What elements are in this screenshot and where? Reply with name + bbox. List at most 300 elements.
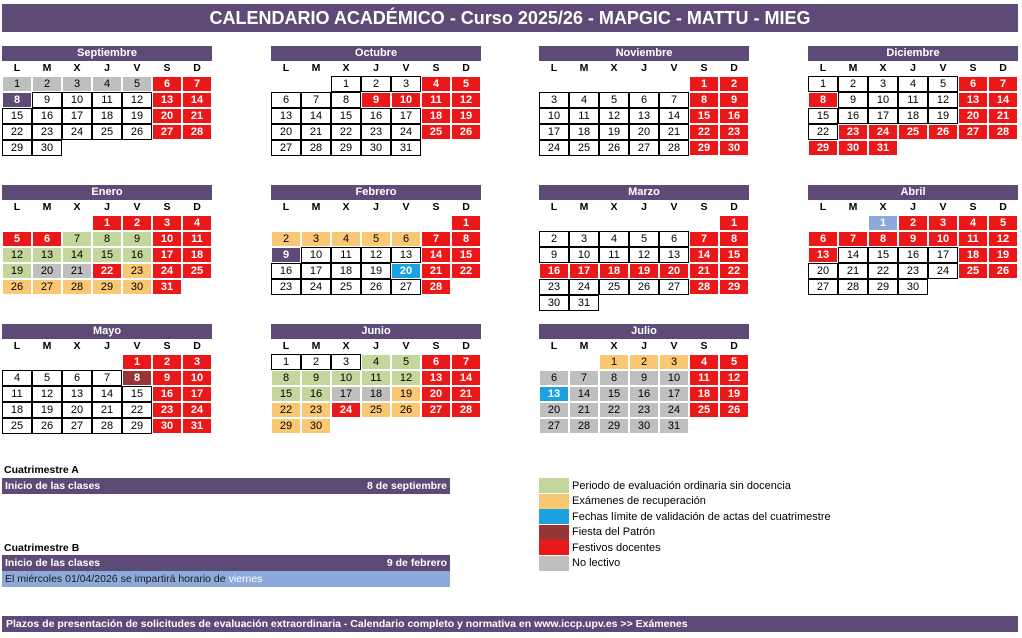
day-cell: 17 [928,247,958,263]
month-abril [808,185,1018,295]
day-cell: 1 [689,76,719,92]
week-row [271,386,481,402]
day-cell: 15 [2,108,32,124]
day-cell: 22 [599,402,629,418]
day-cell: 4 [361,354,391,370]
day-cell: 18 [569,124,599,140]
day-cell: 22 [451,263,481,279]
footer-bar: Plazos de presentación de solicitudes de evaluación extraordinaria - Calendario completo y normativa en www.iccp.upv.es >> Exámenes [2,616,1018,632]
day-cell: 18 [331,263,361,279]
empty-cell [92,140,122,156]
day-cell: 11 [958,231,988,247]
day-cell: 10 [868,92,898,108]
day-cell: 19 [32,402,62,418]
day-cell: 28 [62,279,92,295]
weekday-label: M [42,201,52,213]
day-cell: 22 [331,124,361,140]
day-cell: 23 [838,124,868,140]
week-row [271,247,481,263]
day-cell: 18 [361,386,391,402]
weekday-label: X [610,201,618,213]
day-cell: 1 [868,215,898,231]
day-cell: 24 [182,402,212,418]
legend-item [539,478,831,494]
day-cell: 18 [689,386,719,402]
day-cell: 13 [32,247,62,263]
weekday-label: L [13,62,21,74]
day-cell: 14 [689,247,719,263]
day-cell: 18 [421,108,451,124]
weekday-label: J [641,340,647,352]
week-row [808,124,1018,140]
day-cell: 12 [629,247,659,263]
empty-cell [838,215,868,231]
empty-cell [331,215,361,231]
week-row [2,92,212,108]
weekday-label: M [42,62,52,74]
weekday-label: X [879,201,887,213]
day-cell: 17 [868,108,898,124]
legend-item [539,540,831,556]
day-cell: 28 [92,418,122,434]
month-title: Julio [539,324,749,339]
day-cell: 25 [689,402,719,418]
day-cell: 6 [32,231,62,247]
day-cell: 1 [599,354,629,370]
day-cell: 11 [182,231,212,247]
day-cell: 31 [659,418,689,434]
weekday-label: M [311,201,321,213]
day-cell: 11 [361,370,391,386]
day-cell: 15 [271,386,301,402]
day-cell: 2 [271,231,301,247]
week-row [808,92,1018,108]
week-row [539,295,749,311]
day-cell: 4 [898,76,928,92]
day-cell: 17 [391,108,421,124]
weekday-label: S [432,340,440,352]
day-cell: 11 [898,92,928,108]
day-cell: 20 [421,386,451,402]
day-cell: 7 [689,231,719,247]
day-cell: 10 [331,370,361,386]
day-cell: 15 [92,247,122,263]
legend-item [539,494,831,510]
day-cell: 2 [629,354,659,370]
weekday-label: L [819,201,827,213]
empty-cell [988,279,1018,295]
day-cell: 12 [2,247,32,263]
day-cell: 18 [182,247,212,263]
day-cell: 16 [271,263,301,279]
week-row [808,279,1018,295]
day-cell: 15 [451,247,481,263]
legend-swatch [539,494,569,509]
legend-text: Fechas límite de validación de actas del cuatrimestre [572,510,831,523]
day-cell: 4 [689,354,719,370]
day-cell: 17 [569,263,599,279]
week-row [271,402,481,418]
week-row [2,108,212,124]
legend-text: Festivos docentes [572,541,661,554]
day-cell: 30 [838,140,868,156]
empty-cell [659,295,689,311]
day-cell: 14 [182,92,212,108]
empty-cell [569,215,599,231]
weekday-label: M [579,201,589,213]
day-cell: 17 [539,124,569,140]
day-cell: 9 [361,92,391,108]
legend-swatch [539,509,569,524]
day-cell: 12 [361,247,391,263]
day-cell: 27 [958,124,988,140]
day-cell: 3 [182,354,212,370]
weekday-label: D [462,201,470,213]
day-cell: 21 [689,263,719,279]
day-cell: 9 [152,370,182,386]
empty-cell [898,140,928,156]
day-cell: 25 [898,124,928,140]
week-row [271,124,481,140]
day-cell: 28 [838,279,868,295]
weekday-label: S [700,201,708,213]
weekday-label: L [550,201,558,213]
day-cell: 12 [451,92,481,108]
month-title: Febrero [271,185,481,200]
day-cell: 12 [599,108,629,124]
day-cell: 13 [629,108,659,124]
day-cell: 19 [629,263,659,279]
month-febrero [271,185,481,295]
day-cell: 7 [451,354,481,370]
day-cell: 10 [182,370,212,386]
week-row [539,263,749,279]
day-cell: 19 [391,386,421,402]
day-cell: 26 [361,279,391,295]
day-cell: 24 [391,124,421,140]
day-cell: 30 [719,140,749,156]
week-row [539,247,749,263]
cuatrimestre-b-label: Cuatrimestre B [4,542,80,554]
day-cell: 5 [599,92,629,108]
empty-cell [689,215,719,231]
day-cell: 30 [32,140,62,156]
day-cell: 8 [271,370,301,386]
cuatrimestre-a-inicio-row [2,478,450,494]
empty-cell [629,295,659,311]
day-cell: 10 [928,231,958,247]
day-cell: 6 [539,370,569,386]
weekday-label: X [610,340,618,352]
day-cell: 6 [391,231,421,247]
day-cell: 8 [122,370,152,386]
week-row [808,247,1018,263]
week-row [539,386,749,402]
week-row [2,76,212,92]
empty-cell [62,354,92,370]
day-cell: 1 [271,354,301,370]
day-cell: 18 [958,247,988,263]
day-cell: 16 [629,386,659,402]
day-cell: 11 [689,370,719,386]
day-cell: 2 [361,76,391,92]
week-row [539,76,749,92]
day-cell: 13 [271,108,301,124]
day-cell: 29 [122,418,152,434]
day-cell: 4 [958,215,988,231]
weekday-header [808,200,1018,215]
legend [539,478,831,571]
weekday-label: X [73,340,81,352]
day-cell: 12 [122,92,152,108]
weekday-label: D [462,62,470,74]
empty-cell [629,215,659,231]
day-cell: 29 [2,140,32,156]
week-row [539,370,749,386]
week-row [271,231,481,247]
day-cell: 27 [659,279,689,295]
empty-cell [599,215,629,231]
week-row [2,263,212,279]
day-cell: 15 [689,108,719,124]
day-cell: 5 [988,215,1018,231]
day-cell: 3 [659,354,689,370]
weekday-header [271,339,481,354]
day-cell: 8 [808,92,838,108]
day-cell: 16 [838,108,868,124]
day-cell: 14 [421,247,451,263]
week-row [271,76,481,92]
empty-cell [421,418,451,434]
empty-cell [361,418,391,434]
day-cell: 14 [451,370,481,386]
day-cell: 27 [421,402,451,418]
day-cell: 3 [301,231,331,247]
day-cell: 9 [898,231,928,247]
empty-cell [569,76,599,92]
day-cell: 13 [62,386,92,402]
empty-cell [958,140,988,156]
day-cell: 21 [988,108,1018,124]
day-cell: 28 [689,279,719,295]
weekday-label: M [579,340,589,352]
weekday-label: L [819,62,827,74]
day-cell: 9 [122,231,152,247]
day-cell: 20 [32,263,62,279]
day-cell: 1 [92,215,122,231]
day-cell: 27 [152,124,182,140]
day-cell: 4 [331,231,361,247]
empty-cell [182,140,212,156]
day-cell: 14 [659,108,689,124]
day-cell: 8 [331,92,361,108]
empty-cell [539,76,569,92]
weekday-header [2,339,212,354]
weekday-label: D [999,62,1007,74]
day-cell: 17 [182,386,212,402]
day-cell: 3 [539,92,569,108]
day-cell: 4 [421,76,451,92]
empty-cell [539,215,569,231]
empty-cell [659,76,689,92]
day-cell: 10 [152,231,182,247]
empty-cell [599,76,629,92]
month-octubre [271,46,481,156]
day-cell: 23 [32,124,62,140]
day-cell: 25 [599,279,629,295]
day-cell: 14 [62,247,92,263]
day-cell: 3 [569,231,599,247]
empty-cell [271,76,301,92]
day-cell: 20 [808,263,838,279]
week-row [539,140,749,156]
day-cell: 29 [92,279,122,295]
day-cell: 2 [719,76,749,92]
day-cell: 21 [421,263,451,279]
week-row [539,108,749,124]
day-cell: 24 [539,140,569,156]
day-cell: 14 [988,92,1018,108]
empty-cell [599,295,629,311]
weekday-label: V [133,340,141,352]
weekday-label: D [462,340,470,352]
day-cell: 16 [301,386,331,402]
day-cell: 10 [391,92,421,108]
day-cell: 26 [451,124,481,140]
day-cell: 26 [719,402,749,418]
weekday-label: D [730,340,738,352]
day-cell: 10 [569,247,599,263]
day-cell: 27 [539,418,569,434]
day-cell: 1 [122,354,152,370]
weekday-label: M [311,62,321,74]
day-cell: 8 [719,231,749,247]
day-cell: 21 [451,386,481,402]
weekday-label: J [641,62,647,74]
day-cell: 20 [271,124,301,140]
day-cell: 26 [391,402,421,418]
week-row [808,140,1018,156]
day-cell: 2 [152,354,182,370]
empty-cell [539,354,569,370]
day-cell: 19 [361,263,391,279]
day-cell: 24 [659,402,689,418]
weekday-header [539,61,749,76]
month-noviembre [539,46,749,156]
day-cell: 9 [301,370,331,386]
day-cell: 10 [539,108,569,124]
day-cell: 29 [719,279,749,295]
week-row [539,354,749,370]
month-title: Octubre [271,46,481,61]
day-cell: 30 [301,418,331,434]
day-cell: 20 [958,108,988,124]
day-cell: 15 [719,247,749,263]
day-cell: 31 [152,279,182,295]
day-cell: 23 [539,279,569,295]
day-cell: 7 [92,370,122,386]
weekday-label: V [133,201,141,213]
weekday-header [2,61,212,76]
day-cell: 22 [689,124,719,140]
week-row [2,370,212,386]
week-row [271,92,481,108]
day-cell: 26 [988,263,1018,279]
day-cell: 24 [569,279,599,295]
cuatrimestre-b-note [2,571,450,587]
day-cell: 28 [451,402,481,418]
week-row [271,263,481,279]
cuatrimestre-b-inicio-row [2,555,450,571]
day-cell: 11 [331,247,361,263]
day-cell: 25 [331,279,361,295]
week-row [539,402,749,418]
weekday-label: M [42,340,52,352]
day-cell: 24 [152,263,182,279]
cuatrimestre-a-label: Cuatrimestre A [4,464,79,476]
weekday-label: J [104,201,110,213]
day-cell: 30 [629,418,659,434]
day-cell: 6 [271,92,301,108]
day-cell: 13 [958,92,988,108]
week-row [2,215,212,231]
day-cell: 3 [331,354,361,370]
weekday-label: V [402,340,410,352]
day-cell: 2 [838,76,868,92]
empty-cell [689,418,719,434]
weekday-label: L [13,201,21,213]
day-cell: 15 [331,108,361,124]
day-cell: 27 [629,140,659,156]
week-row [808,263,1018,279]
day-cell: 3 [868,76,898,92]
weekday-label: S [163,340,171,352]
weekday-label: M [579,62,589,74]
day-cell: 14 [301,108,331,124]
day-cell: 15 [868,247,898,263]
day-cell: 18 [599,263,629,279]
day-cell: 7 [62,231,92,247]
week-row [539,279,749,295]
day-cell: 11 [599,247,629,263]
week-row [2,279,212,295]
weekday-label: S [969,201,977,213]
day-cell: 22 [92,263,122,279]
empty-cell [301,215,331,231]
week-row [271,215,481,231]
empty-cell [301,76,331,92]
day-cell: 31 [391,140,421,156]
empty-cell [32,354,62,370]
day-cell: 26 [32,418,62,434]
day-cell: 7 [301,92,331,108]
day-cell: 29 [689,140,719,156]
day-cell: 26 [2,279,32,295]
day-cell: 22 [719,263,749,279]
weekday-label: M [848,201,858,213]
day-cell: 17 [659,386,689,402]
legend-text: No lectivo [572,557,621,570]
day-cell: 12 [32,386,62,402]
weekday-header [539,200,749,215]
note-highlight: viernes [228,573,263,585]
weekday-label: J [910,62,916,74]
weekday-header [271,61,481,76]
day-cell: 30 [539,295,569,311]
day-cell: 1 [2,76,32,92]
month-title: Enero [2,185,212,200]
week-row [271,279,481,295]
